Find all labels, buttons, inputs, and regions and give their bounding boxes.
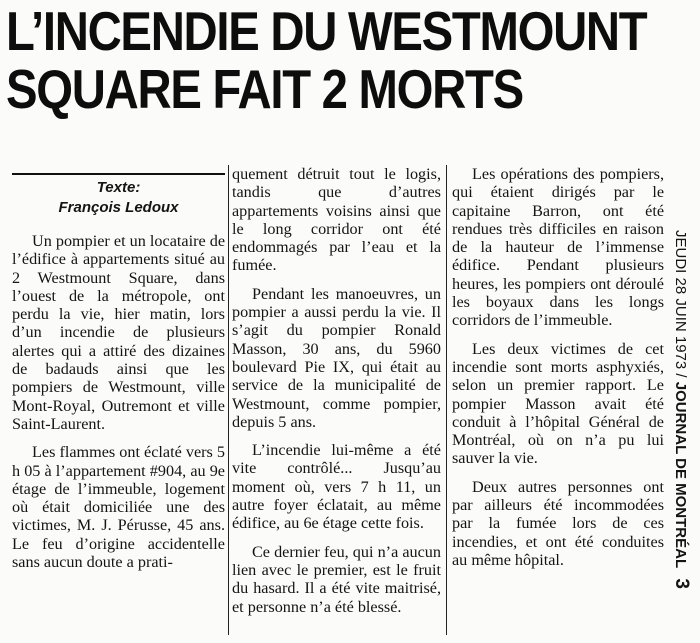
folio-publication: JOURNAL DE MONTRÉAL (672, 381, 689, 569)
article-column-3 (452, 165, 664, 579)
byline-author: François Ledoux (58, 199, 179, 216)
paragraph: Deux autres personnes ont par ailleurs été incommodées par la fumée lors de ces incendies, et ont été conduites au même hôpital. (452, 477, 664, 569)
page-folio (670, 230, 692, 610)
headline-line-2: SQUARE FAIT 2 MORTS (6, 58, 523, 120)
article-column-2 (232, 165, 441, 626)
paragraph: L’incendie lui-même a été vite contrôlé... Jusqu’au moment où, vers 7 h 11, un autre foyer éclatait, au même édifice, au 6e étage cette fois. (232, 441, 441, 533)
paragraph: Ce dernier feu, qui n’a aucun lien avec le premier, est le fruit du hasard. Il a été vite maitrisé, et personne n’a été blessé. (232, 542, 441, 616)
byline-label: Texte: (96, 179, 141, 196)
paragraph: Les deux victimes de cet incendie sont morts asphyxiés, selon un premier rapport. Le pompier Masson avait été conduit à l’hôpital Général de Montréal, où on n’a pu lui sauver la vie. (452, 339, 664, 468)
headline (6, 0, 647, 120)
paragraph: Les opérations des pompiers, qui étaient dirigés par le capitaine Barron, ont été rendues très difficiles en raison de la hauteur de l’immense édifice. Pendant plusieurs heures, les pompiers ont déroulé les boyaux dans les longs corridors de l’immeuble. (452, 165, 664, 330)
paragraph: Les flammes ont éclaté vers 5 h 05 à l’appartement #904, au 9e étage de l’immeuble, logement où était domiciliée une des victimes, M. J. Pérusse, 45 ans. Le feu d’origine accidentelle sans aucun doute a prati- (12, 443, 225, 572)
paragraph: quement détruit tout le logis, tandis que d’autres appartements voisins ainsi que le long corridor ont été endommagés par l’eau et la fumée. (232, 165, 441, 275)
folio-date: JEUDI 28 JUIN 1973 / (672, 230, 689, 378)
column-divider-2 (446, 165, 447, 635)
column-divider-1 (228, 165, 229, 635)
article-column-1 (12, 232, 225, 581)
byline (12, 173, 225, 218)
folio-page-number: 3 (671, 578, 692, 589)
headline-line-1: L’INCENDIE DU WESTMOUNT (6, 0, 647, 62)
paragraph: Pendant les manoeuvres, un pompier a aussi perdu la vie. Il s’agit du pompier Ronald Masson, 30 ans, du 5960 boulevard Pie IX, qui était au service de la municipalité de Westmount, comme pompier, depuis 5 ans. (232, 284, 441, 431)
paragraph: Un pompier et un locataire de l’édifice à appartements situé au 2 Westmount Square, dans l’ouest de la métropole, ont perdu la vie, hier matin, lors d’un incendie de plusieurs alertes qui a attiré des dizaines de badauds ainsi que les pompiers de Westmount, ville Mont-Royal, Outremont et ville Saint-Laurent. (12, 232, 225, 433)
